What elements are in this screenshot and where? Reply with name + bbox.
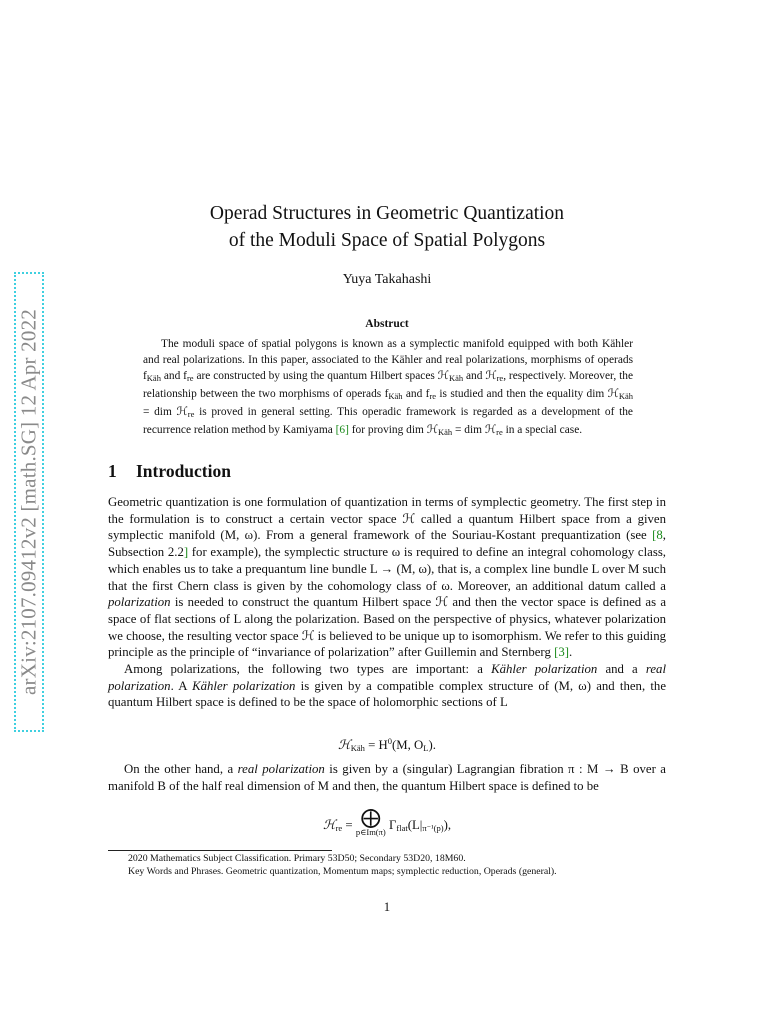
body-text-continued xyxy=(108,761,666,794)
abstract-paragraph: The moduli space of spatial polygons is known as a symplectic manifold equipped with both Kähler and real polarizations. In this paper, associated to the Kähler and real polarizations, morphisms of operads $f_{Käh}$ and $f_{re}$ are constructed by using the quantum Hilbert spaces ℋ$_{Käh}$ and ℋ$_{re}$, respectively. Moreover, the relationship between the two morphisms of operads $f_{Käh}$ and $f_{re}$ is studied and then the equality dim ℋ$_{Käh}$ = dim ℋ$_{re}$ is proved in general setting. This operadic framework is regarded as a development of the recurrence relation method by Kamiyama [6] for proving dim ℋ$_{Käh}$ = dim ℋ$_{re}$ in a special case. xyxy=(143,338,634,437)
paragraph-1: Geometric quantization is one formulation of quantization in terms of symplectic geometry. The first step in the formulation is to construct a certain vector space ℋ called a quantum Hilbert space from a given symplectic manifold (M, ω). From a general framework of the Souriau-Kostant prequantization (see [8, Subsection 2.2] for example), the symplectic structure ω is required to define an integral cohomology class, which enables us to take a prequantum line bundle L → (M, ω), that is, a complex line bundle L over M such that the first Chern class is given by the cohomology class of ω. Moreover, an additional datum called a polarization is needed to construct the quantum Hilbert space ℋ and then the vector space is defined as a space of flat sections of L along the polarization. Based on the perspective of physics, whatever polarization we choose, the resulting vector space ℋ is believed to be unique up to isomorphism. We refer to this guiding principle as the principle of “invariance of polarization” after Guillemin and Sternberg [3]. xyxy=(108,495,666,660)
citation-link[interactable]: ] xyxy=(183,545,189,560)
arxiv-sidebar xyxy=(14,272,44,732)
direct-sum-operator: ⨁ p∈Im(π) xyxy=(355,807,386,837)
page-number: 1 xyxy=(383,900,391,914)
citation-link[interactable]: [8 xyxy=(652,528,663,543)
author-name: Yuya Takahashi xyxy=(342,272,432,287)
paragraph-2: Among polarizations, the following two types are important: a Kähler polarization and a real polarization. A Kähler polarization is given by a compatible complex structure of (M, ω) and then, the quantum Hilbert space is defined to be the space of holomorphic sections of L xyxy=(108,662,666,710)
arxiv-identifier[interactable]: arXiv:2107.09412v2 [math.SG] 12 Apr 2022 xyxy=(16,309,41,695)
citation-link[interactable]: [6] xyxy=(335,424,349,436)
section-number: 1 xyxy=(108,461,117,481)
footnote-keywords: Key Words and Phrases. Geometric quantization, Momentum maps; symplectic reduction, Operads (general). xyxy=(128,866,557,877)
title-line-2: of the Moduli Space of Spatial Polygons xyxy=(228,230,546,251)
paper-title xyxy=(108,200,666,254)
section-title: Introduction xyxy=(136,461,231,481)
abstract-heading: Abstruct xyxy=(365,318,409,330)
body-text xyxy=(108,494,666,711)
abstract-body xyxy=(143,336,633,440)
footnote-rule xyxy=(108,850,332,851)
footnote-msc: 2020 Mathematics Subject Classification. Primary 53D50; Secondary 53D20, 18M60. xyxy=(128,853,466,864)
title-line-1: Operad Structures in Geometric Quantization xyxy=(209,203,565,224)
equation-kahler: ℋ$_{Käh}$ = $H^0(M$, $O_L$). xyxy=(338,736,436,753)
paragraph-3: On the other hand, a real polarization is given by a (singular) Lagrangian fibration π : M → B over a manifold B of the half real dimension of M and then, the quantum Hilbert space is defined to be xyxy=(108,762,666,793)
citation-link[interactable]: [3] xyxy=(554,645,569,660)
section-heading xyxy=(108,461,231,482)
equation-real: ℋ$_{re}$ = ⨁ p∈Im(π) $\Gamma_{flat}(L|_{\pi^{-1}(p)})$, xyxy=(322,807,452,837)
